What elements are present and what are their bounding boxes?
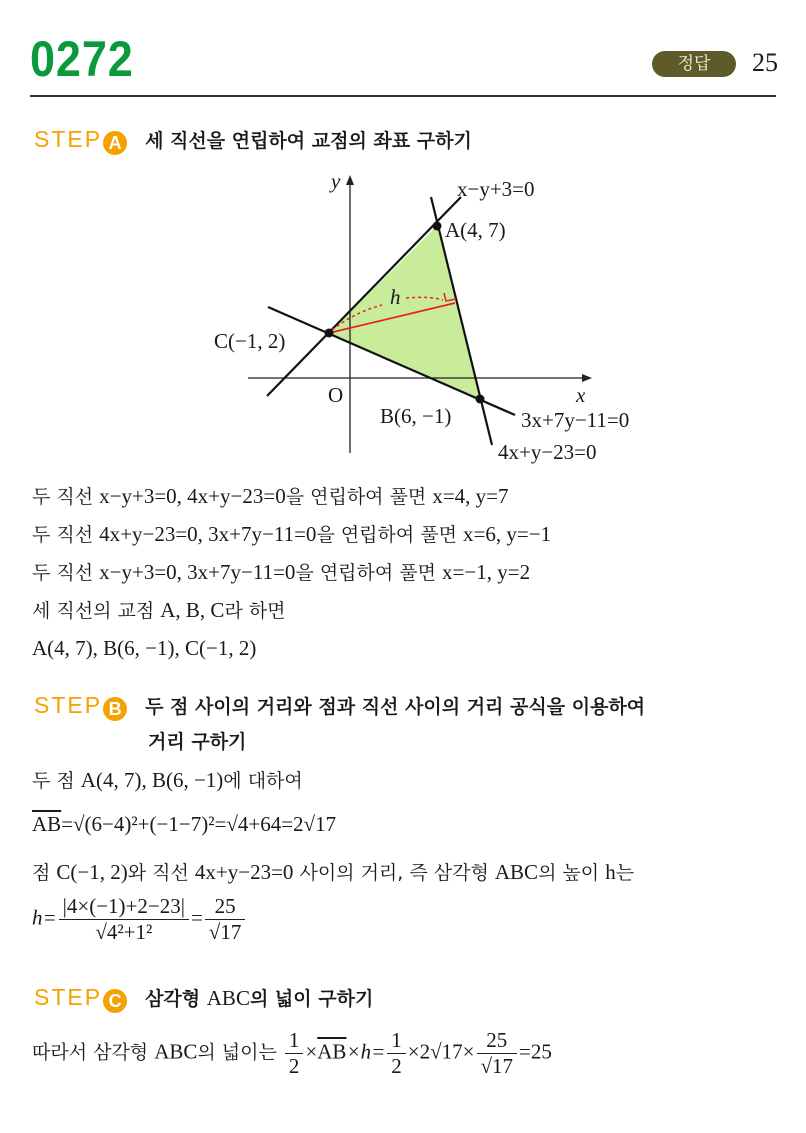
h-lhs: h= xyxy=(32,905,57,930)
step-heading: 세 직선을 연립하여 교점의 좌표 구하기 xyxy=(145,130,472,152)
origin-label: O xyxy=(328,383,344,407)
math-segment: A(4, 7), B(6, −1), C(−1, 2) xyxy=(32,636,257,660)
solution-line xyxy=(32,482,509,509)
numerator: 25 xyxy=(205,894,246,920)
times: × xyxy=(305,1039,318,1064)
denominator: 2 xyxy=(288,1054,300,1078)
math-segment: A(4, 7), B(6, −1) xyxy=(80,768,224,792)
y-axis-label: y xyxy=(331,169,341,193)
text-segment: 두 직선 xyxy=(32,524,100,546)
math-segment: h xyxy=(605,860,616,884)
height-label: h xyxy=(390,285,401,309)
text-segment: 라 하면 xyxy=(224,600,286,622)
point-b xyxy=(476,395,485,404)
denominator: 2 xyxy=(391,1054,402,1078)
step-heading: 두 점 사이의 거리와 점과 직선 사이의 거리 공식을 이용하여 xyxy=(145,696,646,718)
text-segment: 두 직선 xyxy=(32,486,100,508)
solution-line xyxy=(32,858,634,885)
math-segment: x=6, y=−1 xyxy=(463,522,552,546)
math-segment: x=−1, y=2 xyxy=(442,560,531,584)
heading-math: ABC xyxy=(206,986,250,1010)
equals: = xyxy=(190,905,203,930)
math-segment: A, B, C xyxy=(160,598,225,622)
step-letter-badge: A xyxy=(103,131,127,155)
x-axis-arrow-icon xyxy=(582,374,592,382)
segment-ab: $\overline{AB}$ xyxy=(317,1039,347,1064)
math-segment: x−y+3=0, 4x+y−23=0 xyxy=(99,484,286,508)
numerator: 25 xyxy=(477,1028,518,1054)
step-heading xyxy=(145,988,373,1010)
times-h: ×h= xyxy=(346,1039,386,1064)
math-segment: x−y+3=0, 3x+7y−11=0 xyxy=(99,560,296,584)
answer-badge: 정답 xyxy=(652,51,736,77)
line1-label: x−y+3=0 xyxy=(457,177,535,201)
solution-line xyxy=(32,596,286,623)
denominator: √17 xyxy=(208,920,242,944)
denominator: √4²+1² xyxy=(95,920,153,944)
math-segment: 4x+y−23=0, 3x+7y−11=0 xyxy=(99,522,317,546)
step-b-heading xyxy=(34,692,645,721)
text-segment: 을 연립하여 풀면 xyxy=(285,486,433,508)
text-segment: 을 연립하여 풀면 xyxy=(316,524,464,546)
numerator: 1 xyxy=(285,1028,304,1054)
text-segment: 의 높이 xyxy=(538,862,606,884)
line3-label: 4x+y−23=0 xyxy=(498,440,597,464)
text-segment: 을 연립하여 풀면 xyxy=(295,562,443,584)
problem-number: 0272 xyxy=(30,31,134,87)
text: 의 넓이는 xyxy=(197,1041,283,1064)
times-2sqrt17: ×2√17× xyxy=(407,1039,475,1064)
math: ABC xyxy=(154,1039,198,1064)
math-segment: 4x+y−23=0 xyxy=(194,860,294,884)
segment-ab: $\overline{AB}$ xyxy=(32,812,62,836)
math-segment: x=4, y=7 xyxy=(432,484,509,508)
math-segment: ABC xyxy=(494,860,539,884)
step-heading-continued: 거리 구하기 xyxy=(148,731,247,753)
triangle-abc-fill xyxy=(329,226,480,399)
step-label: STEP xyxy=(34,126,103,152)
solution-line xyxy=(32,636,256,661)
step-label: STEP xyxy=(34,984,103,1010)
point-a-label: A(4, 7) xyxy=(445,218,506,242)
fraction xyxy=(477,1028,518,1079)
step-letter-badge: B xyxy=(103,697,127,721)
heading-text: 의 넓이 구하기 xyxy=(249,988,374,1010)
text-segment: 세 직선의 교점 xyxy=(32,600,161,622)
heading-text: 삼각형 xyxy=(145,988,207,1010)
point-a xyxy=(433,222,442,231)
text-segment: 는 xyxy=(615,862,635,884)
line2-label: 3x+7y−11=0 xyxy=(521,408,630,432)
height-formula xyxy=(32,894,247,945)
triangle-figure xyxy=(0,0,806,470)
point-c xyxy=(325,329,334,338)
answer-value: 25 xyxy=(752,48,778,77)
text: 따라서 삼각형 xyxy=(32,1041,155,1064)
text-segment: 에 대하여 xyxy=(223,770,303,792)
numerator: |4×(−1)+2−23| xyxy=(59,894,189,920)
fraction-half xyxy=(387,1028,406,1079)
point-b-label: B(6, −1) xyxy=(380,404,452,428)
fraction xyxy=(205,894,246,945)
ab-formula: =√(6−4)²+(−1−7)²=√4+64=2√17 xyxy=(61,812,337,836)
text-segment: 사이의 거리, 즉 삼각형 xyxy=(293,862,495,884)
text-segment: 점 xyxy=(32,862,57,884)
y-axis-arrow-icon xyxy=(346,175,354,185)
fraction-half xyxy=(285,1028,304,1079)
step-c-heading xyxy=(34,984,373,1013)
point-c-label: C(−1, 2) xyxy=(214,329,286,353)
ab-distance-line xyxy=(32,812,336,837)
math-segment: C(−1, 2) xyxy=(56,860,128,884)
x-axis-label: x xyxy=(576,383,586,407)
area-formula xyxy=(32,1028,552,1079)
result: =25 xyxy=(519,1039,552,1064)
fraction xyxy=(59,894,189,945)
numerator: 1 xyxy=(387,1028,406,1054)
step-letter-badge: C xyxy=(103,989,127,1013)
solution-line xyxy=(32,520,551,547)
step-label: STEP xyxy=(34,692,103,718)
solution-line xyxy=(32,766,303,793)
text-segment: 와 직선 xyxy=(127,862,195,884)
solution-line xyxy=(32,558,530,585)
text-segment: 두 점 xyxy=(32,770,81,792)
text-segment: 두 직선 xyxy=(32,562,100,584)
denominator: √17 xyxy=(480,1054,514,1078)
